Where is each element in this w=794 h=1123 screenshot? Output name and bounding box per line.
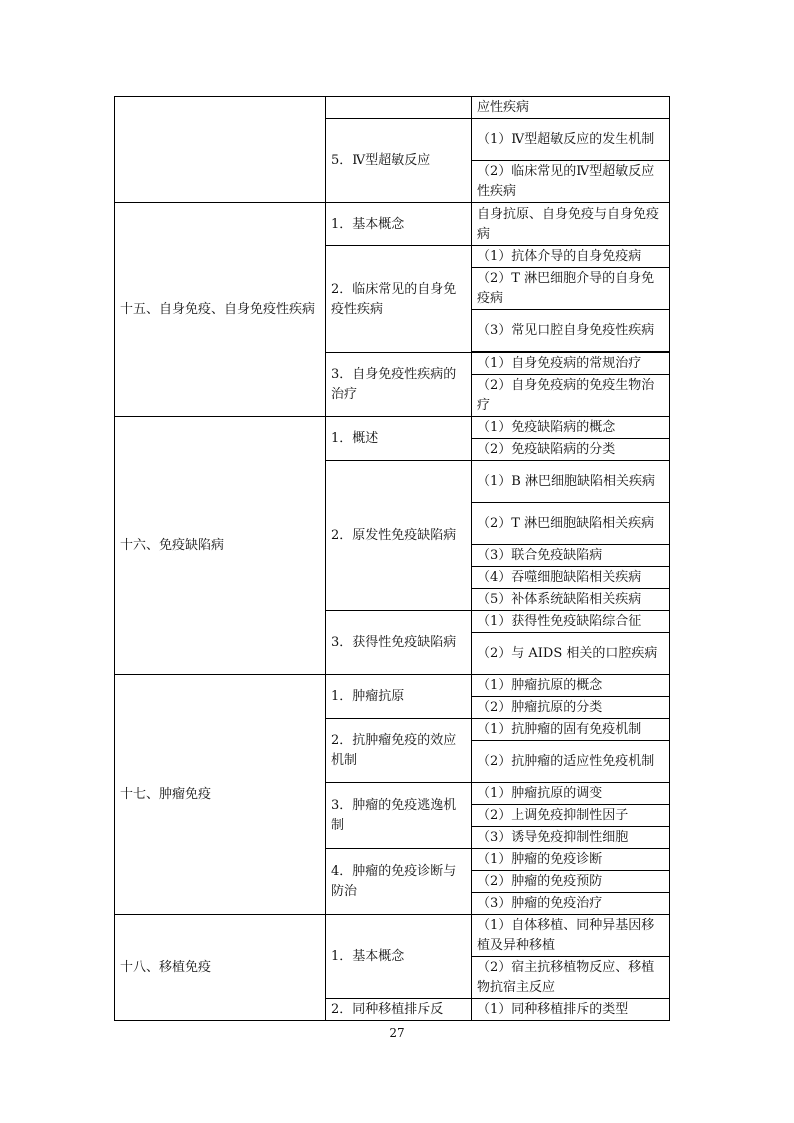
point-cell: 自身抗原、自身免疫与自身免疫病 <box>472 203 670 246</box>
point-cell: （1）抗体介导的自身免疫病 <box>472 246 670 268</box>
topic-cell: 4．肿瘤的免疫诊断与防治 <box>326 849 472 915</box>
point-cell: （1）同种移植排斥的类型 <box>472 999 670 1021</box>
point-cell: （1）自体移植、同种异基因移植及异种移植 <box>472 915 670 957</box>
topic-cell: 2．同种移植排斥反 <box>326 999 472 1021</box>
chapter-cell-continued <box>115 97 326 203</box>
topic-cell: 3．肿瘤的免疫逃逸机制 <box>326 783 472 849</box>
topic-cell: 1．概述 <box>326 417 472 461</box>
point-cell: （2）与 AIDS 相关的口腔疾病 <box>472 633 670 675</box>
topic-cell: 1．肿瘤抗原 <box>326 675 472 719</box>
point-cell: （1）B 淋巴细胞缺陷相关疾病 <box>472 461 670 503</box>
point-cell: 应性疾病 <box>472 97 670 119</box>
point-cell: （3）常见口腔自身免疫性疾病 <box>472 310 670 352</box>
point-cell: （2）自身免疫病的免疫生物治疗 <box>472 375 670 417</box>
topic-cell: 3．自身免疫性疾病的治疗 <box>326 353 472 417</box>
point-cell: （2）肿瘤的免疫预防 <box>472 871 670 893</box>
point-cell: （2）抗肿瘤的适应性免疫机制 <box>472 741 670 783</box>
page-number: 27 <box>389 1026 405 1040</box>
point-cell: （1）免疫缺陷病的概念 <box>472 417 670 439</box>
point-cell: （1）获得性免疫缺陷综合征 <box>472 611 670 633</box>
topic-cell: 2．原发性免疫缺陷病 <box>326 461 472 611</box>
topic-cell: 3．获得性免疫缺陷病 <box>326 611 472 675</box>
point-cell: （1）肿瘤的免疫诊断 <box>472 849 670 871</box>
point-cell: （1）肿瘤抗原的概念 <box>472 675 670 697</box>
point-cell: （1）Ⅳ型超敏反应的发生机制 <box>472 119 670 161</box>
topic-cell: 2．临床常见的自身免疫性疾病 <box>326 246 472 353</box>
point-cell: （2）T 淋巴细胞缺陷相关疾病 <box>472 503 670 545</box>
chapter-cell: 十六、免疫缺陷病 <box>115 417 326 675</box>
syllabus-table <box>114 96 670 1021</box>
topic-cell: 5．Ⅳ型超敏反应 <box>326 119 472 203</box>
point-cell: （3）诱导免疫抑制性细胞 <box>472 827 670 849</box>
chapter-cell: 十五、自身免疫、自身免疫性疾病 <box>115 203 326 417</box>
point-cell: （1）抗肿瘤的固有免疫机制 <box>472 719 670 741</box>
chapter-cell: 十八、移植免疫 <box>115 915 326 1021</box>
point-cell: （2）临床常见的Ⅳ型超敏反应性疾病 <box>472 161 670 203</box>
chapter-cell: 十七、肿瘤免疫 <box>115 675 326 915</box>
point-cell: （4）吞噬细胞缺陷相关疾病 <box>472 567 670 589</box>
point-cell: （3）肿瘤的免疫治疗 <box>472 893 670 915</box>
topic-cell: 1．基本概念 <box>326 915 472 999</box>
point-cell: （5）补体系统缺陷相关疾病 <box>472 589 670 611</box>
point-cell: （1）自身免疫病的常规治疗 <box>472 353 670 375</box>
topic-cell: 1．基本概念 <box>326 203 472 246</box>
point-cell: （2）宿主抗移植物反应、移植物抗宿主反应 <box>472 957 670 999</box>
point-cell: （3）联合免疫缺陷病 <box>472 545 670 567</box>
point-cell: （2）T 淋巴细胞介导的自身免疫病 <box>472 268 670 310</box>
point-cell: （2）免疫缺陷病的分类 <box>472 439 670 461</box>
topic-cell-continued <box>326 97 472 119</box>
point-cell: （2）上调免疫抑制性因子 <box>472 805 670 827</box>
point-cell: （2）肿瘤抗原的分类 <box>472 697 670 719</box>
topic-cell: 2．抗肿瘤免疫的效应机制 <box>326 719 472 783</box>
point-cell: （1）肿瘤抗原的调变 <box>472 783 670 805</box>
